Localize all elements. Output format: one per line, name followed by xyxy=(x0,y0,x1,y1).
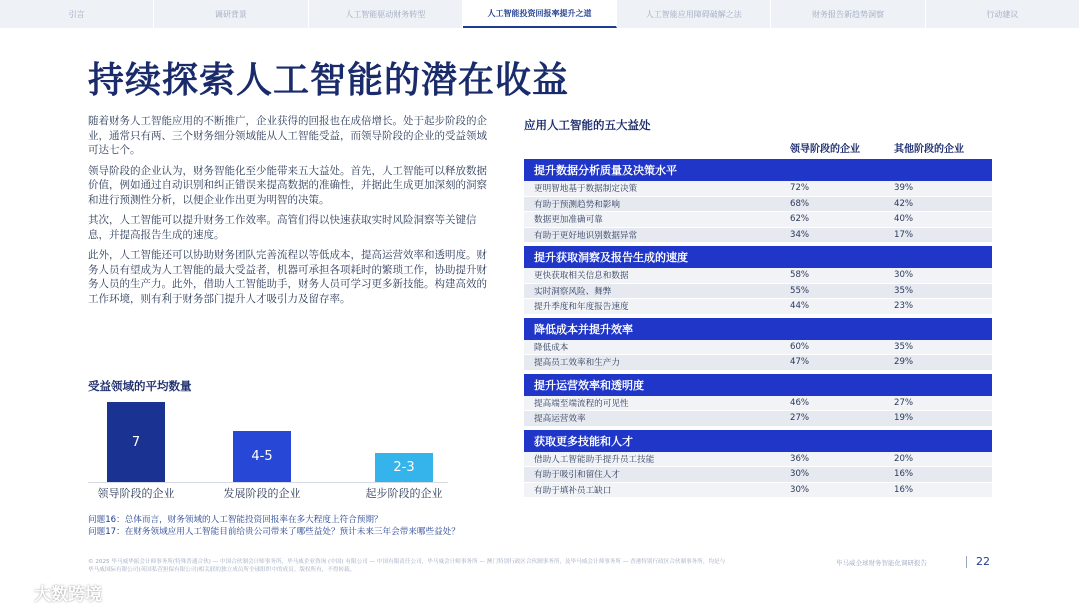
cell-other: 17% xyxy=(894,229,914,240)
chart-category-label: 发展阶段的企业 xyxy=(223,487,301,500)
cell-other: 40% xyxy=(894,214,914,225)
nav-tab[interactable]: 人工智能驱动财务转型 xyxy=(309,0,463,28)
table-header xyxy=(524,138,992,156)
cell-label: 降低成本 xyxy=(534,342,569,353)
table-row xyxy=(524,355,992,371)
page-title: 持续探索人工智能的潜在收益 xyxy=(88,60,570,101)
cell-label: 提高运营效率 xyxy=(534,414,586,425)
cell-label: 数据更加准确可靠 xyxy=(534,215,603,226)
cell-leader: 27% xyxy=(790,413,810,424)
body-paragraph: 其次，人工智能可以提升财务工作效率。高管们得以快速获取实时风险洞察等关键信息，并提高报告生成的速度。 xyxy=(88,214,477,241)
table-row xyxy=(524,284,992,300)
chart-category-label: 起步阶段的企业 xyxy=(365,487,443,500)
cell-label: 有助于更好地识别数据异常 xyxy=(534,230,638,241)
table-section xyxy=(524,374,992,427)
survey-questions xyxy=(88,514,460,538)
table-section xyxy=(524,159,992,243)
cell-other: 27% xyxy=(894,397,914,408)
cell-other: 29% xyxy=(894,357,914,368)
cell-label: 实时洞察风险、舞弊 xyxy=(534,286,612,297)
cell-leader: 46% xyxy=(790,397,810,408)
watermark-logo-icon xyxy=(8,584,30,602)
section-heading: 获取更多技能和人才 xyxy=(524,430,992,452)
cell-label: 提高员工效率和生产力 xyxy=(534,358,620,369)
watermark xyxy=(8,580,102,605)
table-section xyxy=(524,318,992,371)
cell-leader: 47% xyxy=(790,357,810,368)
cell-other: 35% xyxy=(894,341,914,352)
table-row xyxy=(524,483,992,499)
cell-leader: 58% xyxy=(790,270,810,281)
table-row xyxy=(524,197,992,213)
nav-tab[interactable]: 调研背景 xyxy=(154,0,308,28)
table-row xyxy=(524,467,992,483)
legal-footer: © 2025 毕马威华振会计师事务所(特殊普通合伙) — 中国合伙制会计师事务所，毕马威企业咨询 (中国) 有限公司 — 中国有限责任公司，毕马威会计师事务所 — 澳门特别行政区合伙制事务所，及毕马威会计师事务所 — 香港特别行政区合伙制事务所，均是与毕马威国际有限公司(英国私营担保有限公司)相关联的独立成员所全球组织中的成员。版权所有，不得转载。 xyxy=(88,559,726,573)
chart-category-label: 领导阶段的企业 xyxy=(97,487,175,500)
cell-other: 35% xyxy=(894,285,914,296)
cell-other: 16% xyxy=(894,469,914,480)
body-paragraph: 此外，人工智能还可以协助财务团队完善流程以等低成本，提高运营效率和透明度。财务人员有望成为人工智能的最大受益者，机器可承担各项耗时的繁琐工作，协助提升财务人员的生产力。此外，借助人工智能助手，财务人员可学习更多新技能。构建高效的工作环境，则有利于财务部门提升人才吸引力及留存率。 xyxy=(88,249,487,305)
chart-title: 受益领域的平均数量 xyxy=(88,379,192,393)
page-separator xyxy=(966,556,967,568)
table-row xyxy=(524,452,992,468)
chart-bar: 4-5 xyxy=(233,431,291,482)
cell-leader: 55% xyxy=(790,285,810,296)
table-row xyxy=(524,228,992,244)
cell-leader: 30% xyxy=(790,484,810,495)
cell-other: 42% xyxy=(894,198,914,209)
section-heading: 提升数据分析质量及决策水平 xyxy=(524,159,992,181)
question-17: 问题17：在财务领域应用人工智能目前给贵公司带来了哪些益处？预计未来三年会带来哪些益处？ xyxy=(88,527,460,537)
watermark-text: 大数跨境 xyxy=(34,585,102,605)
section-rows xyxy=(524,268,992,315)
section-heading: 提升获取洞察及报告生成的速度 xyxy=(524,246,992,268)
table-row xyxy=(524,268,992,284)
cell-other: 23% xyxy=(894,301,914,312)
chart-bar: 2-3 xyxy=(375,453,433,482)
cell-label: 借助人工智能助手提升员工技能 xyxy=(534,454,655,465)
cell-leader: 34% xyxy=(790,229,810,240)
cell-other: 39% xyxy=(894,183,914,194)
section-rows xyxy=(524,181,992,243)
chart-baseline xyxy=(88,482,448,483)
cell-leader: 44% xyxy=(790,301,810,312)
bar-chart xyxy=(88,392,468,502)
cell-other: 30% xyxy=(894,270,914,281)
nav-tab[interactable]: 行动建议 xyxy=(926,0,1080,28)
cell-leader: 30% xyxy=(790,469,810,480)
chart-bar: 7 xyxy=(107,402,165,482)
cell-label: 有助于填补员工缺口 xyxy=(534,485,612,496)
section-rows xyxy=(524,452,992,499)
table-section xyxy=(524,246,992,315)
cell-leader: 60% xyxy=(790,341,810,352)
cell-label: 提升季度和年度报告速度 xyxy=(534,302,629,313)
question-16: 问题16：总体而言，财务领域的人工智能投资回报率在多大程度上符合预期？ xyxy=(88,515,383,525)
benefits-table xyxy=(524,138,992,498)
header-other: 其他阶段的企业 xyxy=(894,143,964,155)
cell-leader: 68% xyxy=(790,198,810,209)
nav-tab[interactable]: 引言 xyxy=(0,0,154,28)
cell-label: 有助于吸引和留住人才 xyxy=(534,470,620,481)
table-row xyxy=(524,299,992,315)
cell-leader: 62% xyxy=(790,214,810,225)
cell-label: 更明智地基于数据制定决策 xyxy=(534,184,638,195)
report-name: 毕马威全球财务智能化调研报告 xyxy=(836,559,927,567)
header-leader: 领导阶段的企业 xyxy=(790,143,860,155)
nav-tab[interactable]: 财务报告新趋势洞察 xyxy=(771,0,925,28)
body-paragraph: 随着财务人工智能应用的不断推广，企业获得的回报也在成倍增长。处于起步阶段的企业，通常只有两、三个财务细分领域能从人工智能受益，而领导阶段的企业的受益领域可达七个。 xyxy=(88,115,487,156)
body-text xyxy=(88,114,496,312)
table-title: 应用人工智能的五大益处 xyxy=(524,118,651,132)
top-nav xyxy=(0,0,1080,28)
cell-label: 提高端至端流程的可见性 xyxy=(534,398,629,409)
cell-leader: 36% xyxy=(790,453,810,464)
table-row xyxy=(524,181,992,197)
table-row xyxy=(524,212,992,228)
page-number: 22 xyxy=(976,555,990,568)
table-row xyxy=(524,340,992,356)
section-rows xyxy=(524,396,992,427)
nav-tab[interactable]: 人工智能应用障碍破解之法 xyxy=(617,0,771,28)
table-row xyxy=(524,396,992,412)
section-heading: 提升运营效率和透明度 xyxy=(524,374,992,396)
section-rows xyxy=(524,340,992,371)
cell-other: 20% xyxy=(894,453,914,464)
table-section xyxy=(524,430,992,499)
section-heading: 降低成本并提升效率 xyxy=(524,318,992,340)
nav-tab[interactable]: 人工智能投资回报率提升之道 xyxy=(463,0,617,28)
cell-leader: 72% xyxy=(790,183,810,194)
cell-other: 16% xyxy=(894,484,914,495)
cell-label: 有助于预测趋势和影响 xyxy=(534,199,620,210)
cell-label: 更快获取相关信息和数据 xyxy=(534,271,629,282)
body-paragraph: 领导阶段的企业认为，财务智能化至少能带来五大益处。首先，人工智能可以释放数据价值，例如通过自动识别和纠正错误来提高数据的准确性，并据此生成更加深刻的洞察和进行预测性分析，以便企业作出更为明智的决策。 xyxy=(88,164,487,206)
table-row xyxy=(524,411,992,427)
cell-other: 19% xyxy=(894,413,914,424)
